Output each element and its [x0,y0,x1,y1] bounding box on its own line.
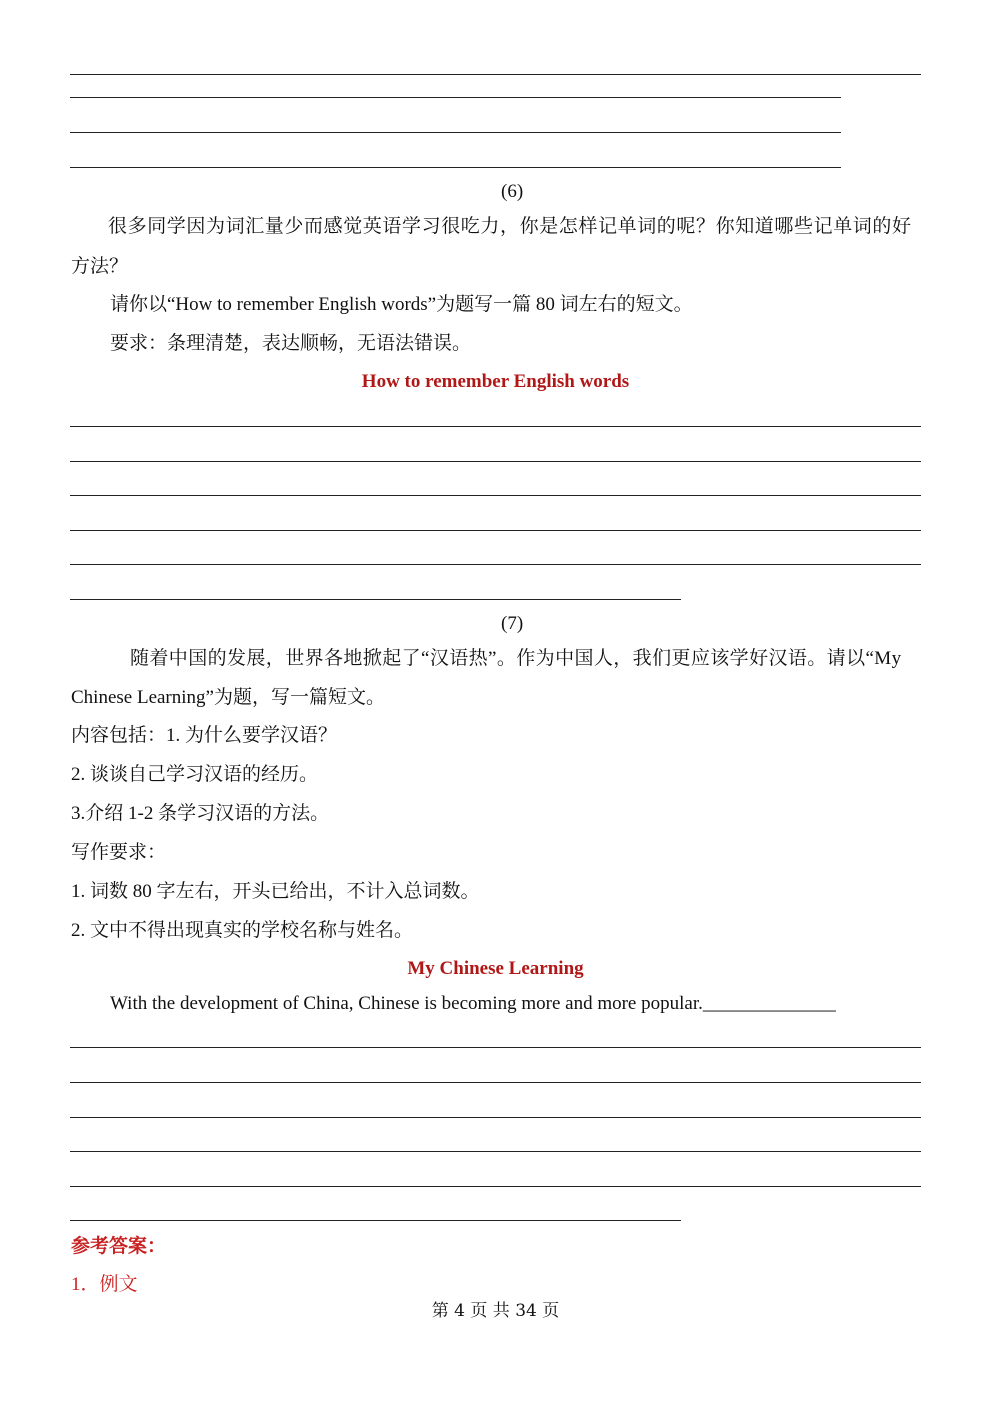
writing-line [70,461,921,462]
writing-line [70,599,681,600]
section-6-prompt-line-2: 方法？ [71,256,129,277]
writing-line [70,167,841,168]
writing-line [70,1186,921,1187]
section-6-prompt-line-1: 很多同学因为词汇量少而感觉英语学习很吃力，你是怎样记单词的呢？你知道哪些记单词的好 [108,216,912,237]
page-number-footer: 第 4 页 共 34 页 [431,1301,560,1321]
section-7-essay-title: My Chinese Learning [407,958,584,979]
section-7-prompt-line-1: 随着中国的发展，世界各地掀起了“汉语热”。作为中国人，我们更应该学好汉语。请以“My [130,648,902,669]
answer-item-1: 1．例文 [71,1274,138,1295]
section-6-instruction: 请你以“How to remember English words”为题写一篇 80 词左右的短文。 [110,294,693,315]
writing-line [70,564,921,565]
section-6-requirement: 要求：条理清楚，表达顺畅，无语法错误。 [110,333,472,354]
section-7-number: (7) [501,613,524,634]
writing-line [70,97,841,98]
section-7-writing-requirements-label: 写作要求： [71,842,167,863]
writing-line [70,426,921,427]
writing-line [70,74,921,75]
writing-line [70,1117,921,1118]
writing-line [70,1220,681,1221]
section-6-essay-title: How to remember English words [361,371,630,392]
writing-line [70,1047,921,1048]
section-7-requirement-2: 2. 文中不得出现真实的学校名称与姓名。 [71,920,414,941]
writing-line [70,530,921,531]
section-7-prompt-line-2: Chinese Learning”为题，写一篇短文。 [71,687,385,708]
writing-line [70,132,841,133]
answers-heading: 参考答案： [71,1236,167,1257]
writing-line [70,495,921,496]
section-7-requirement-1: 1. 词数 80 字左右，开头已给出，不计入总词数。 [71,881,480,902]
writing-line [70,1151,921,1152]
writing-line [70,1082,921,1083]
section-7-content-item-3: 3.介绍 1-2 条学习汉语的方法。 [71,803,330,824]
section-7-content-intro: 内容包括：1. 为什么要学汉语？ [71,725,338,746]
section-7-content-item-2: 2. 谈谈自己学习汉语的经历。 [71,764,319,785]
section-7-opening-sentence: With the development of China, Chinese is becoming more and more popular.______________ [110,993,836,1014]
section-6-number: (6) [501,181,524,202]
